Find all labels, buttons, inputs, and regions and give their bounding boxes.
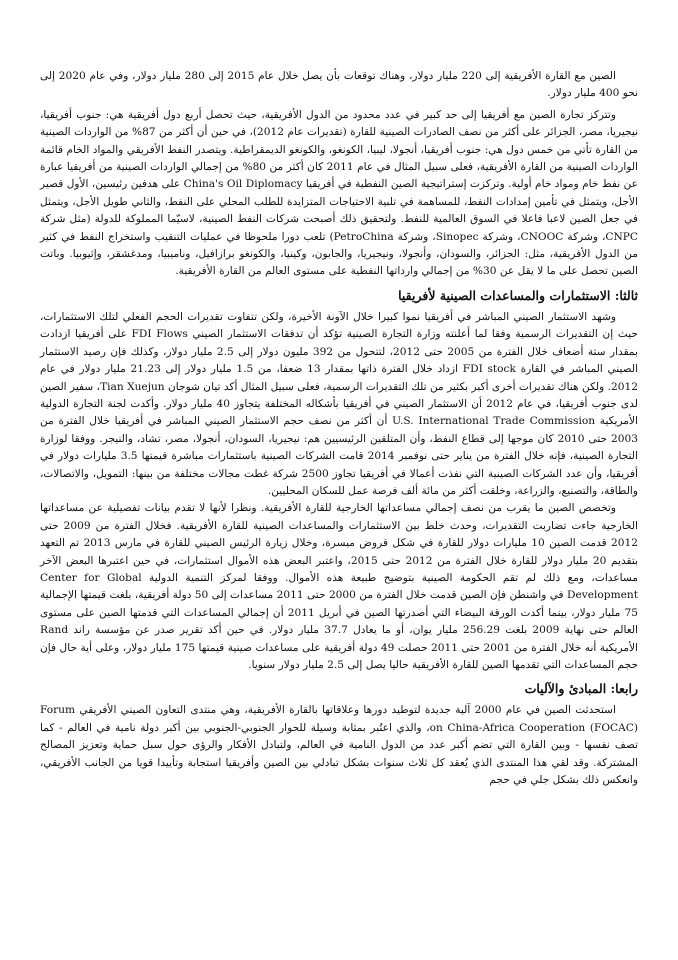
section-heading-principles: رابعا: المبادئ والآليات	[524, 681, 638, 697]
intro-paragraph-1: الصين مع القارة الأفريقية إلى 220 مليار دولار، وهناك توقعات بأن يصل خلال عام 2015 إلى 280 مليار دولار، وفي عام 2020 إلى نحو 400 مليار دولار.	[40, 70, 638, 100]
investments-paragraph-2: وتخصص الصين ما يقرب من نصف إجمالي مساعداتها الخارجية للقارة الأفريقية. ونظرا لأنها لا تقدم بيانات تفصيلية عن مساعداتها الخارجية جاءت تضاربت التقديرات، وحدث خلط بين الاستثمارات والمساعدات الصينية للقارة الأفريقية. فخلال الفترة من 2009 حتى 2012 قدمت الصين 10 مليارات دولار للقارة في شكل قروض ميسرة، وخلال زيارة الرئيس الصيني للقارة في مارس 2013 تم التعهد بتقديم 20 مليار دولار للقارة خلال الفترة من 2012 حتى 2015، واعتبر البعض هذه الأموال استثمارات، في حين اعتبرها البعض الآخر مساعدات، ومع ذلك لم تقم الحكومة الصينية بتوضيح طبيعة هذه الأموال. ووفقا لمركز التنمية الدولية Center for Global Development في واشنطن فإن الصين قدمت خلال الفترة من 2000 حتى 2011 مساعدات إلى 50 دولة أفريقية، بلغت قيمتها الإجمالية 75 مليار دولار، بينما أكدت الورقة البيضاء التي أصدرتها الصين في أبريل 2011 أن إجمالي المساعدات التي قدمتها الصين على مستوى العالم حتى نهاية 2009 بلغت 256.29 مليار يوان، أو ما يعادل 37.7 مليار دولار. في حين أكد تقرير صدر عن مؤسسة راند Rand الأمريكية أنه خلال الفترة من 2001 حتى 2011 حصلت 49 دولة أفريقية على مساعدات صينية قيمتها 175 مليار دولار، وعلى أية حال فإن حجم المساعدات التي تقدمها الصين للقارة الأفريقية حاليا يصل إلى 2.5 مليار دولار سنويا.	[40, 502, 639, 671]
principles-paragraph-1: استحدثت الصين في عام 2000 آلية جديدة لتوطيد دورها وعلاقاتها بالقارة الأفريقية، وهي منتدى التعاون الصيني الأفريقي Forum on China-Africa Cooperation (FOCAC)، والذي اعتُبر بمثابة وسيلة للحوار الجنوبي-الجنوبي بين أكبر دولة نامية في العالم - كما تصف نفسها - وبين القارة التي تضم أكبر عدد من الدول النامية في العالم، ولتبادل الأفكار والرؤى حول سبل حماية وتعزيز المصالح المشتركة. وقد لقي هذا المنتدى الذي يُعقد كل ثلاث سنوات بشكل تبادلي بين الصين وأفريقيا استجابة وتأييدا قويا من الجانب الأفريقي، وانعكس ذلك بشكل جلي في حجم	[40, 704, 639, 787]
section-heading-investments: ثالثا: الاستثمارات والمساعدات الصينية لأفريقيا	[398, 287, 638, 303]
investments-paragraph-1: وشهد الاستثمار الصيني المباشر في أفريقيا نموا كبيرا خلال الآونة الأخيرة، ولكن تتفاوت تقديرات الحجم الفعلي لتلك الاستثمارات، حيث إن التقديرات الرسمية وفقا لما أعلنته وزارة التجارة الصينية تؤكد أن تدفقات الاستثمار الصيني FDI Flows على أفريقيا ازدادت بمقدار ستة أضعاف خلال الفترة من 2005 حتى 2012، لتتحول من 392 مليون دولار إلى 2.5 مليار دولار، وكذلك فإن رصيد الاستثمار الصيني المباشر في القارة FDI stock ازداد خلال الفترة ذاتها بمقدار 13 ضعفا، من 1.5 مليار دولار إلى 21.23 مليار دولار في عام 2012. ولكن هناك تقديرات أخرى أكبر بكثير من تلك التقديرات الرسمية، فعلى سبيل المثال أكد تيان شوجان Tian Xuejun، سفير الصين لدى جنوب أفريقيا، في عام 2012 أن الاستثمار الصيني في أفريقيا بأشكاله المختلفة يتجاوز 40 مليار دولار. وأكدت لجنة التجارة الدولية الأمريكية U.S. International Trade Commission أن أكثر من نصف حجم الاستثمار الصيني المباشر في أفريقيا خلال الفترة من 2003 حتى 2010 كان موجها إلى قطاع النفط، وأن المتلقين الرئيسيين هم: نيجيريا، السودان، أنجولا، مصر، تشاد، والنيجر. ووفقا لوزارة التجارة الصينية، فإنه خلال الفترة من يناير حتى نوفمبر 2014 قامت الشركات الصينية باستثمارات مباشرة قيمتها 3.5 مليارات دولار في أفريقيا، وأن عدد الشركات الصينية التي نفذت أعمالا في أفريقيا تجاوز 2500 شركة غطت مجالات مختلفة من بينها: التمويل، والاتصالات، والطاقة، والتصنيع، والزراعة، وخلقت أكثر من مائة ألف فرصة عمل للسكان المحليين.	[40, 310, 639, 497]
intro-paragraph-2: وتتركز تجارة الصين مع أفريقيا إلى حد كبير في عدد محدود من الدول الأفريقية، حيث تحصل أربع دول أفريقية هي: جنوب أفريقيا، نيجيريا، مصر، الجزائر على أكثر من نصف الصادرات الصينية للقارة (تقديرات عام 2012)، في حين أن أكثر من 87% من الواردات الصينية من القارة تأتي من خمس دول هي: جنوب أفريقيا، أنجولا، ليبيا، الكونغو، والكونغو الديمقراطية. ويتصدر النفط الأفريقي والمواد الخام قائمة الواردات الصينية من القارة الأفريقية، فعلى سبيل المثال في عام 2011 كان أكثر من 80% من إجمالي الواردات الصينية من أفريقيا عبارة عن نفط خام ومواد خام أولية. وتركزت إستراتيجية الصين النفطية في أفريقيا China's Oil Diplomacy على هدفين رئيسين، الأول قصير الأجل، ويتمثل في تأمين إمدادات النفط، للمساهمة في تلبية الاحتياجات المتزايدة للطلب المحلي على النفط، والثاني طويل الأجل، ويتمثل في جعل الصين لاعبا فاعلا في السوق العالمية للنفط. ولتحقيق ذلك أصبحت شركات النفط الصينية، لاسيّما المملوكة للدولة (مثل شركة CNPC، وشركة CNOOC، وشركة Sinopec، وشركة PetroChina) تلعب دورا ملحوظا في عمليات التنقيب واستخراج النفط في كثير من الدول الأفريقية، مثل: الجزائر، والسودان، وأنجولا، ونيجيريا، والجابون، وكينيا، والكونغو برازافيل، وناميبيا، ومدغشقر، وإثيوبيا. وباتت الصين تحصل على ما لا يقل عن 30% من إجمالي وارداتها النفطية على مستوى العالم من القارة الأفريقية.	[40, 108, 639, 278]
